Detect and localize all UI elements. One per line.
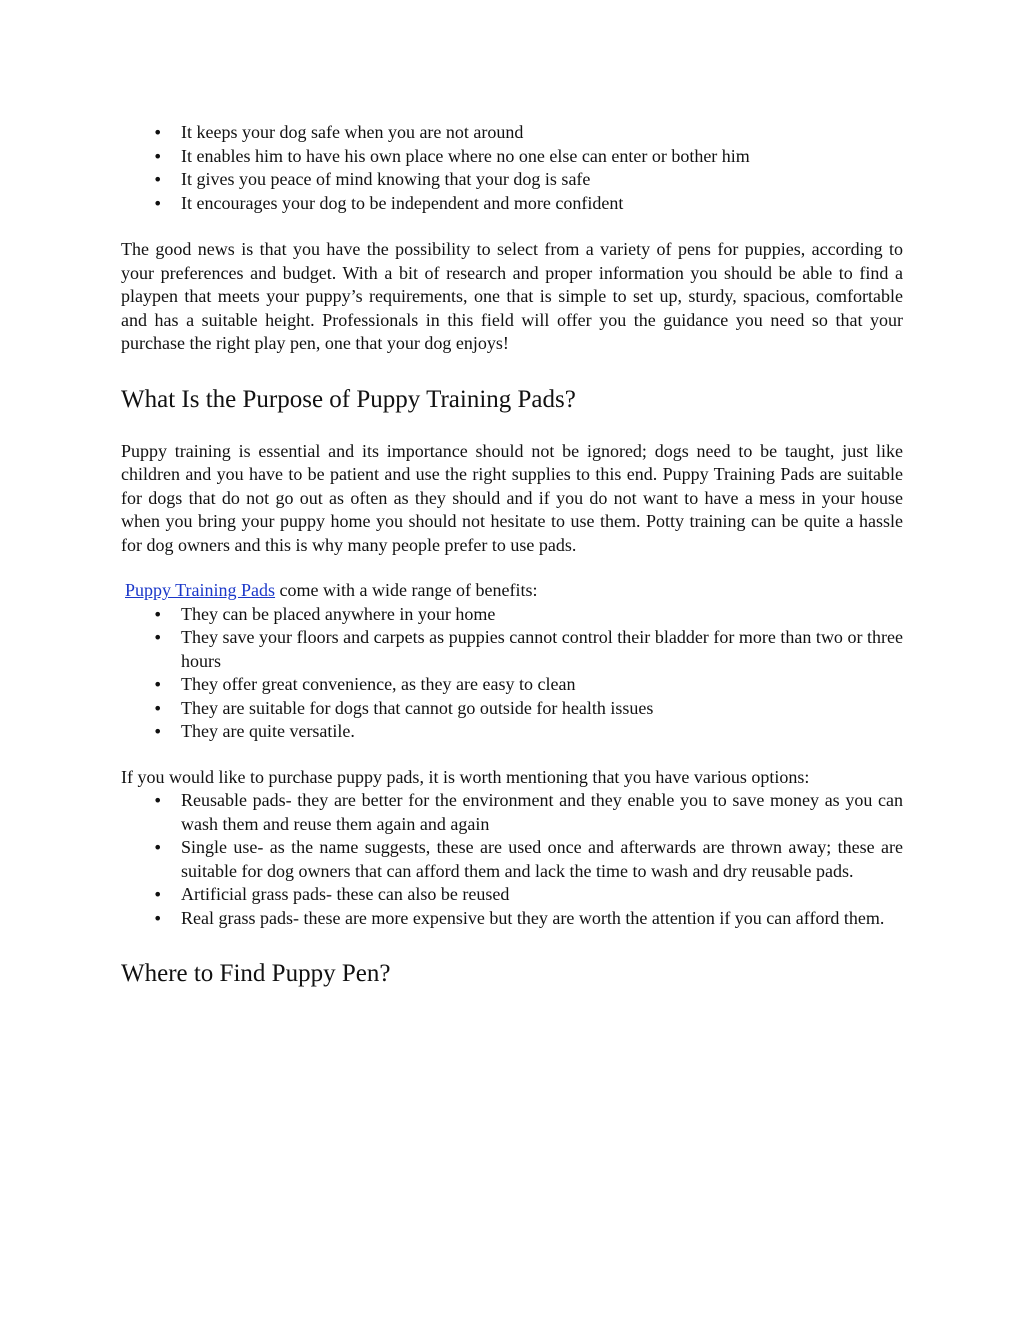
list-item: • Reusable pads- they are better for the environment and they enable you to save money as you can wash them and reuse them again and again <box>121 789 903 836</box>
list-item: • Real grass pads- these are more expensive but they are worth the attention if you can afford them. <box>121 907 903 931</box>
list-item: • They are quite versatile. <box>121 720 903 744</box>
list-item: • They save your floors and carpets as puppies cannot control their bladder for more than two or three hours <box>121 626 903 673</box>
good-news-paragraph: The good news is that you have the possibility to select from a variety of pens for puppies, according to your preferences and budget. With a bit of research and proper information you should be able to find a playpen that meets your puppy’s requirements, one that is simple to set up, sturdy, spacious, comfortable and has a suitable height. Professionals in this field will offer you the guidance you need so that your purchase the right play pen, one that your dog enjoys! <box>121 239 903 353</box>
list-item: • Single use- as the name suggests, these are used once and afterwards are thrown away; these are suitable for dog owners that can afford them and lack the time to wash and dry reusable pads. <box>121 836 903 883</box>
benefits-intro <box>121 579 903 603</box>
list-item: • It enables him to have his own place where no one else can enter or bother him <box>121 145 903 169</box>
list-item: • It keeps your dog safe when you are not around <box>121 121 903 145</box>
list-item: • Artificial grass pads- these can also be reused <box>121 883 903 907</box>
puppy-training-pads-link[interactable]: Puppy Training Pads <box>125 580 276 600</box>
benefits-bullet-list <box>121 603 903 744</box>
list-item: • They can be placed anywhere in your home <box>121 603 903 627</box>
list-item: • They are suitable for dogs that cannot go outside for health issues <box>121 697 903 721</box>
heading-where-to-find: Where to Find Puppy Pen? <box>121 960 391 987</box>
list-item: • It encourages your dog to be independent and more confident <box>121 192 903 216</box>
benefits-intro-text: come with a wide range of benefits: <box>275 580 538 600</box>
training-paragraph: Puppy training is essential and its importance should not be ignored; dogs need to be taught, just like children and you have to be patient and use the right supplies to this end. Puppy Training Pads are suitable for dogs that do not go out as often as they should and if you do not want to have a mess in your house when you bring your puppy home you should not hesitate to use them. Potty training can be quite a hassle for dog owners and this is why many people prefer to use pads. <box>121 440 903 555</box>
intro-bullet-list <box>121 121 903 215</box>
options-bullet-list <box>121 789 903 930</box>
list-item: • It gives you peace of mind knowing that your dog is safe <box>121 168 903 192</box>
document-page <box>121 121 903 989</box>
purchase-paragraph: If you would like to purchase puppy pads, it is worth mentioning that you have various options: <box>121 766 810 787</box>
list-item: • They offer great convenience, as they are easy to clean <box>121 673 903 697</box>
heading-training-pads: What Is the Purpose of Puppy Training Pads? <box>121 385 576 413</box>
